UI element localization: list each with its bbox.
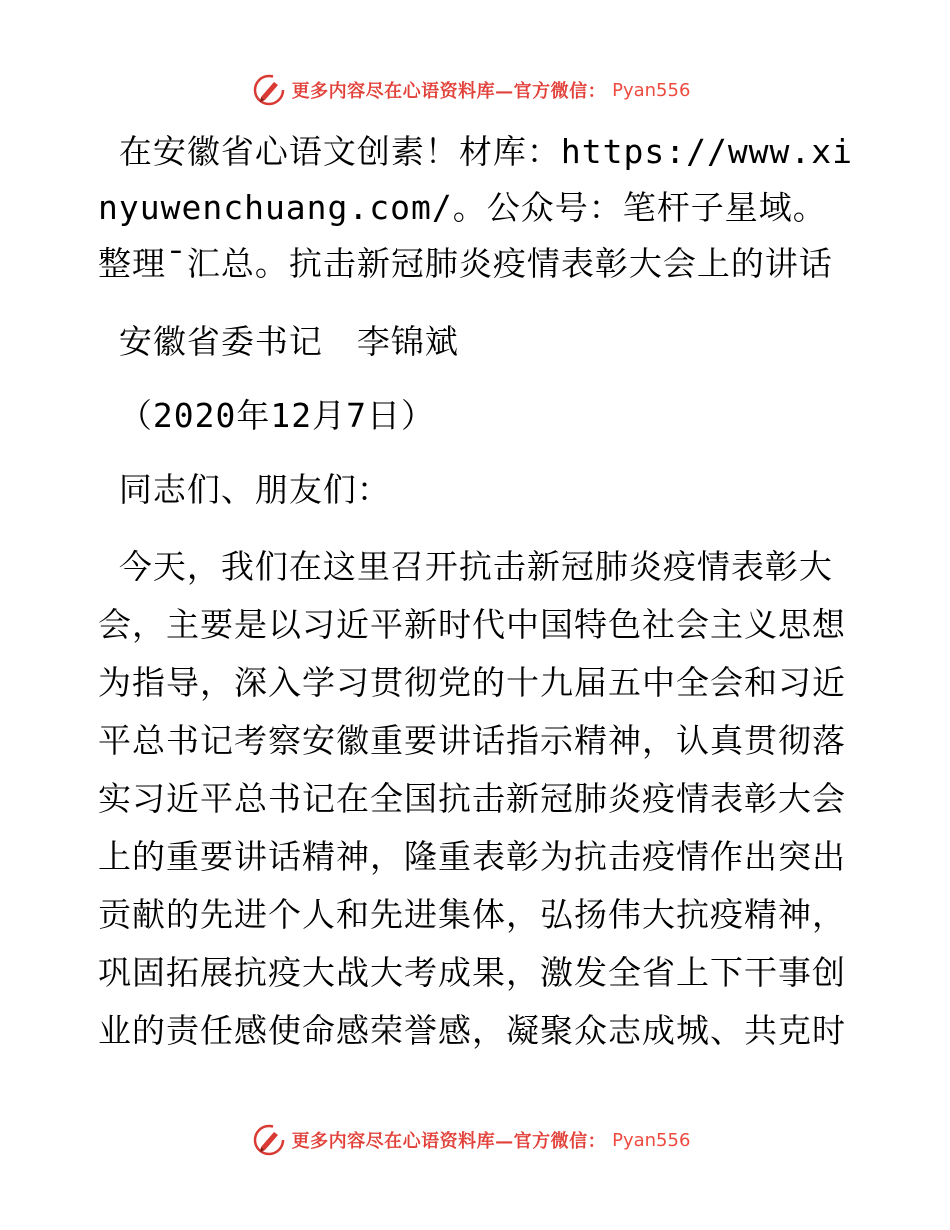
brand-logo-icon [252,73,286,107]
greeting-line: 同志们、朋友们： [98,470,391,509]
body-paragraph: 今天，我们在这里召开抗击新冠肺炎疫情表彰大会，主要是以习近平新时代中国特色社会主义思想为指导，深入学习贯彻党的十九届五中全会和习近平总书记考察安徽重要讲话指示精神，认真贯彻落实习近平总书记在全国抗击新冠肺炎疫情表彰大会上的重要讲话精神，隆重表彰为抗击疫情作出突出贡献的先进个人和先进集体，弘扬伟大抗疫精神，巩固拓展抗疫大战大考成果，激发全省上下干事创业的责任感使命感荣誉感，凝聚众志成城、共克时 [98,547,846,1050]
date-line: （2020年12月7日） [98,396,435,435]
brand-logo-icon [252,1123,286,1157]
author-line: 安徽省委书记 李锦斌 [98,322,459,361]
banner-text: 更多内容尽在心语资料库—官方微信： [291,81,607,102]
intro-paragraph: 在安徽省心语文创素！材库：https://www.xinyuwenchuang.com/。公众号：笔杆子星域。整理¯汇总。抗击新冠肺炎疫情表彰大会上的讲话 [98,132,854,283]
header-banner [0,70,950,110]
footer-banner [0,1120,950,1160]
banner-wechat-id: Pyan556 [612,1129,691,1151]
banner-wechat-id: Pyan556 [612,79,691,101]
banner-text: 更多内容尽在心语资料库—官方微信： [291,1131,607,1152]
document-body [98,124,858,1060]
